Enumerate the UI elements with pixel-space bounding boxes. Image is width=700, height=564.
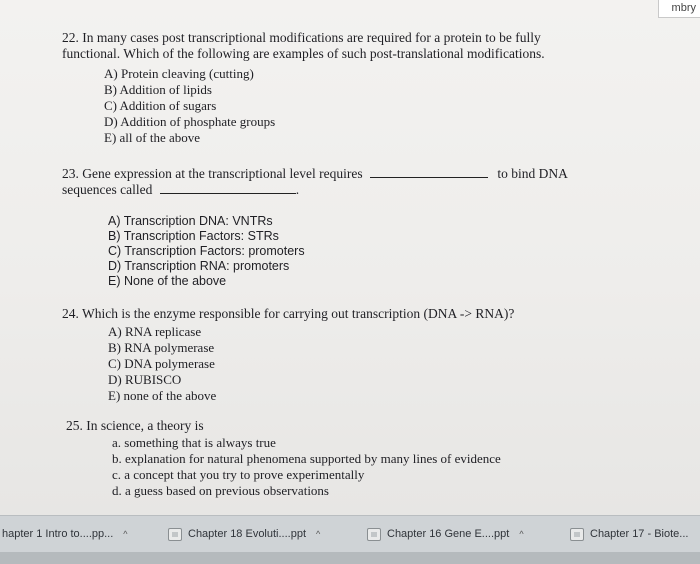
question-24: 24. Which is the enzyme responsible for carrying out transcription (DNA -> RNA)?: [62, 306, 515, 321]
ppt-file-icon: [367, 528, 381, 541]
q22-option-e: E) all of the above: [104, 130, 201, 145]
q24-option-b: B) RNA polymerase: [108, 340, 215, 355]
question-22-line-1: 22. In many cases post transcriptional modifications are required for a protein to be fully: [62, 30, 541, 45]
q24-option-c: C) DNA polymerase: [108, 356, 215, 371]
download-item-chapter-17[interactable]: [570, 524, 688, 544]
question-23-line-1: [62, 166, 568, 182]
download-item-chapter-16[interactable]: [367, 524, 524, 544]
chevron-up-icon[interactable]: ^: [519, 529, 524, 539]
question-22: [62, 30, 545, 62]
user-label: mbry: [658, 0, 700, 18]
download-item-label: hapter 1 Intro to....pp...: [2, 528, 114, 540]
question-25: 25. In science, a theory is: [66, 418, 204, 433]
question-23-line-2: [62, 182, 568, 198]
question-23: [62, 166, 568, 198]
answer-blank-1: [370, 177, 488, 178]
q25-option-c: c. a concept that you try to prove experimentally: [112, 467, 365, 482]
download-item-chapter-1[interactable]: [2, 524, 128, 544]
question-23-stem-tail: to bind DNA: [497, 166, 568, 181]
answer-blank-2: [160, 193, 296, 194]
q23-option-a: A) Transcription DNA: VNTRs: [108, 214, 273, 228]
q22-option-a: A) Protein cleaving (cutting): [104, 66, 254, 81]
question-23-period: .: [295, 182, 300, 197]
q23-option-b: B) Transcription Factors: STRs: [108, 229, 279, 243]
q24-option-a: A) RNA replicase: [108, 324, 202, 339]
question-23-stem-2: sequences called: [62, 182, 153, 197]
q23-option-c: C) Transcription Factors: promoters: [108, 244, 305, 258]
download-item-label: Chapter 16 Gene E....ppt: [387, 528, 510, 540]
q25-option-a: a. something that is always true: [112, 435, 276, 450]
q23-option-e: E) None of the above: [108, 274, 227, 288]
downloads-bar: [0, 515, 700, 564]
q24-option-e: E) none of the above: [108, 388, 217, 403]
q25-option-d: d. a guess based on previous observations: [112, 483, 329, 498]
ppt-file-icon: [168, 528, 182, 541]
chevron-up-icon[interactable]: ^: [123, 529, 128, 539]
ppt-file-icon: [570, 528, 584, 541]
q22-option-d: D) Addition of phosphate groups: [104, 114, 276, 129]
q22-option-b: B) Addition of lipids: [104, 82, 212, 97]
download-item-label: Chapter 17 - Biote...: [590, 528, 689, 540]
q24-option-d: D) RUBISCO: [108, 372, 182, 387]
download-item-chapter-18[interactable]: [168, 524, 320, 544]
question-23-stem: 23. Gene expression at the transcriptional level requires: [62, 166, 363, 181]
download-item-label: Chapter 18 Evoluti....ppt: [188, 528, 307, 540]
q22-option-c: C) Addition of sugars: [104, 98, 217, 113]
q25-option-b: b. explanation for natural phenomena supported by many lines of evidence: [112, 451, 501, 466]
taskbar-bottom-edge: [0, 552, 700, 564]
chevron-up-icon[interactable]: ^: [316, 529, 321, 539]
q23-option-d: D) Transcription RNA: promoters: [108, 259, 290, 273]
question-22-line-2: functional. Which of the following are examples of such post-translational modifications.: [62, 46, 545, 61]
